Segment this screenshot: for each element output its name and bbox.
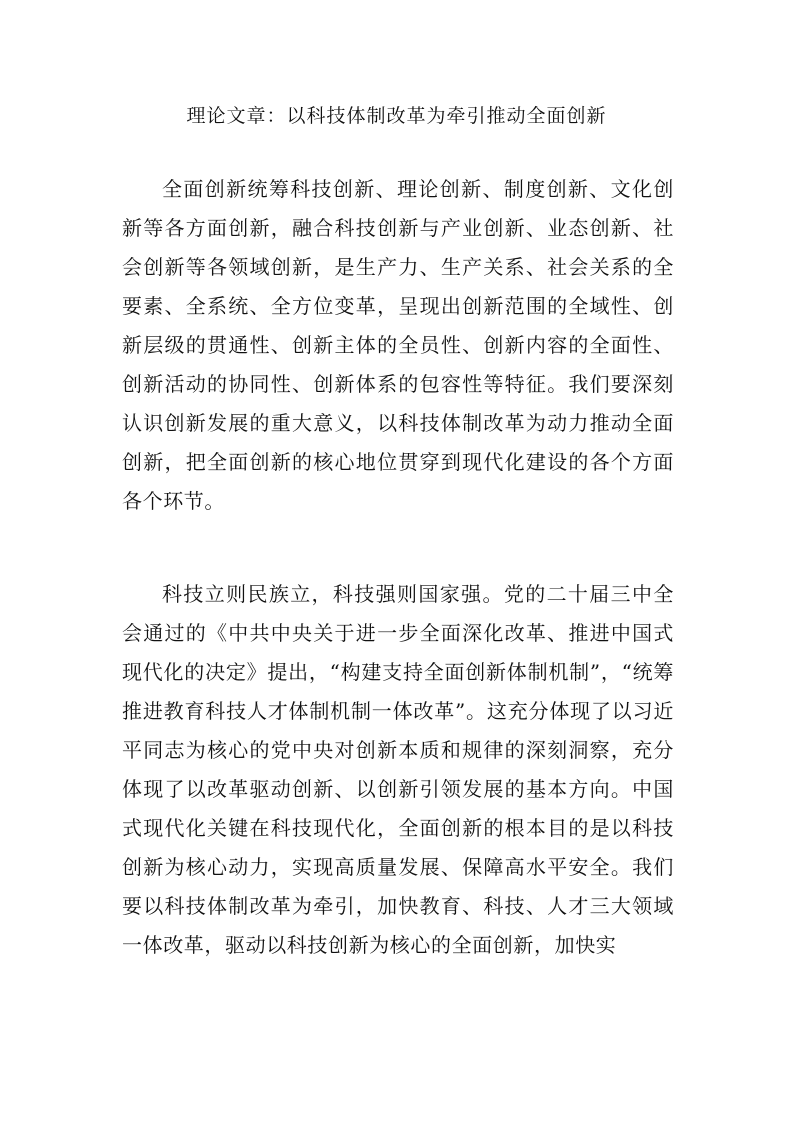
paragraph-2: 科技立则民族立，科技强则国家强。党的二十届三中全会通过的《中共中央关于进一步全面深化改革、推进中国式现代化的决定》提出，“构建支持全面创新体制机制”，“统筹推进教育科技人才体制机制一体改革”。这充分体现了以习近平同志为核心的党中央对创新本质和规律的深刻洞察，充分体现了以改革驱动创新、以创新引领发展的基本方向。中国式现代化关键在科技现代化，全面创新的根本目的是以科技创新为核心动力，实现高质量发展、保障高水平安全。我们要以科技体制改革为牵引，加快教育、科技、人才三大领域一体改革，驱动以科技创新为核心的全面创新，加快实 bbox=[122, 582, 674, 957]
document-title: 理论文章：以科技体制改革为牵引推动全面创新 bbox=[186, 105, 607, 127]
paragraph-1: 全面创新统筹科技创新、理论创新、制度创新、文化创新等各方面创新，融合科技创新与产业创新、业态创新、社会创新等各领域创新，是生产力、生产关系、社会关系的全要素、全系统、全方位变革，呈现出创新范围的全域性、创新层级的贯通性、创新主体的全员性、创新内容的全面性、创新活动的协同性、创新体系的包容性等特征。我们要深刻认识创新发展的重大意义，以科技体制改革为动力推动全面创新，把全面创新的核心地位贯穿到现代化建设的各个方面各个环节。 bbox=[122, 177, 674, 513]
